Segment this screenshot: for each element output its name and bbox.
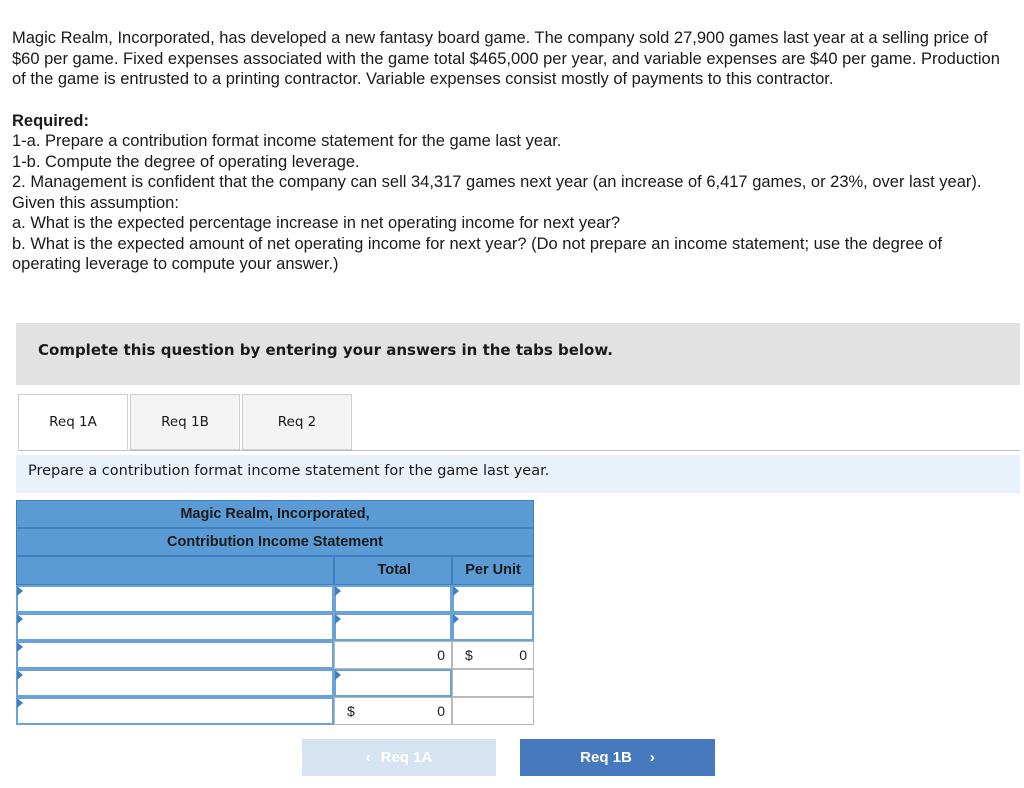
tab-req-1b[interactable]: Req 1B [130, 394, 240, 450]
tab-instruction: Prepare a contribution format income statement for the game last year. [16, 455, 1020, 493]
tab-divider [18, 450, 1020, 451]
required-heading: Required: [12, 111, 90, 130]
requirement-2b: b. What is the expected amount of net operating income for next year? (Do not prepare an income statement; use the degree of operating leverage to compute your answer.) [12, 234, 943, 273]
row5-per-unit-blank [452, 697, 534, 725]
tab-req-2[interactable]: Req 2 [242, 394, 352, 450]
row2-label-input[interactable] [16, 613, 334, 641]
label-column-header [16, 556, 334, 585]
prev-req-label: Req 1A [380, 749, 433, 766]
prev-req-button[interactable] [302, 739, 496, 776]
row2-total-input[interactable] [334, 613, 452, 641]
row4-total-input[interactable] [334, 669, 452, 697]
input-marker-icon [17, 614, 23, 624]
row3-per-unit-currency: $ [465, 647, 473, 663]
row3-total-amount: 0 [437, 647, 445, 663]
per-unit-column-header: Per Unit [452, 556, 534, 585]
row4-per-unit-blank [452, 669, 534, 697]
row5-total-amount: 0 [437, 703, 445, 719]
input-marker-icon [453, 614, 459, 624]
problem-statement [12, 28, 1012, 275]
input-marker-icon [17, 642, 23, 652]
next-req-label: Req 1B [580, 749, 632, 766]
tab-req-1a[interactable]: Req 1A [18, 394, 128, 450]
requirement-1a: 1-a. Prepare a contribution format income statement for the game last year. [12, 132, 562, 150]
row5-total-currency: $ [347, 703, 355, 719]
row1-per-unit-input[interactable] [452, 585, 534, 613]
row3-per-unit-value [452, 641, 534, 669]
chevron-right-icon: › [649, 749, 655, 766]
requirement-2a: a. What is the expected percentage increase in net operating income for next year? [12, 214, 621, 232]
row5-total-value [334, 697, 452, 725]
row5-label-input[interactable] [16, 697, 334, 725]
row3-per-unit-amount: 0 [519, 647, 527, 663]
row3-label-input[interactable] [16, 641, 334, 669]
requirement-2: 2. Management is confident that the company can sell 34,317 games next year (an increase of 6,417 games, or 23%, over last year). Given this assumption: [12, 173, 982, 212]
problem-intro: Magic Realm, Incorporated, has developed a new fantasy board game. The company sold 27,900 games last year at a selling price of $60 per game. Fixed expenses associated with the game total $465,000 per year, and variable expenses are $40 per game. Production of the game is entrusted to a printing contractor. Variable expenses consist mostly of payments to this contractor. [12, 29, 1000, 88]
total-column-header: Total [334, 556, 452, 585]
instructions-banner: Complete this question by entering your answers in the tabs below. [16, 323, 1020, 385]
requirement-1b: 1-b. Compute the degree of operating leverage. [12, 152, 360, 171]
statement-title: Contribution Income Statement [16, 528, 534, 556]
row3-total-value [334, 641, 452, 669]
row2-per-unit-input[interactable] [452, 613, 534, 641]
row4-label-input[interactable] [16, 669, 334, 697]
input-marker-icon [453, 586, 459, 596]
input-marker-icon [335, 586, 341, 596]
input-marker-icon [17, 586, 23, 596]
row1-label-input[interactable] [16, 585, 334, 613]
input-marker-icon [17, 670, 23, 680]
input-marker-icon [335, 614, 341, 624]
row1-total-input[interactable] [334, 585, 452, 613]
next-req-button[interactable] [520, 739, 715, 776]
statement-company-name: Magic Realm, Incorporated, [16, 500, 534, 528]
input-marker-icon [17, 698, 23, 708]
input-marker-icon [335, 670, 341, 680]
chevron-left-icon: ‹ [365, 749, 371, 766]
